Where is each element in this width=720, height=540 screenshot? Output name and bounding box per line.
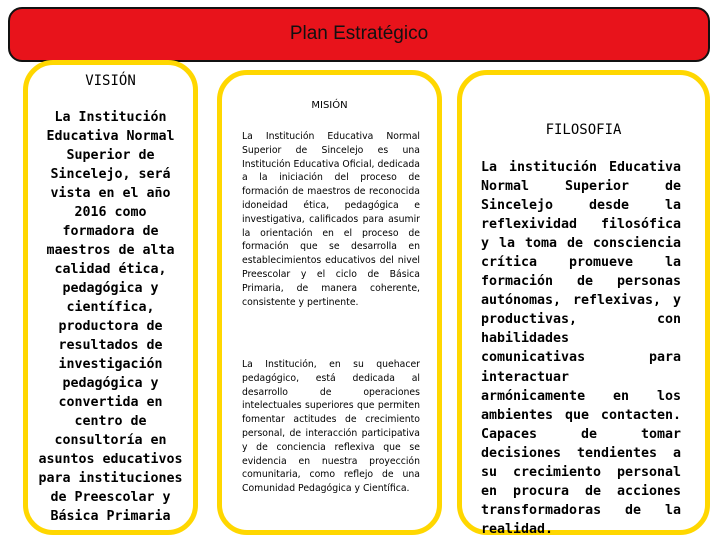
- filosofia-text: La institución Educativa Normal Superior de Sincelejo desde la reflexividad filosófica y la toma de consciencia crítica promueve la formación de personas autónomas, reflexivas, y productivas, con habilidades comunicativas para interactuar armónicamente en los ambientes que contacten. Capaces de tomar decisiones tendientes a su crecimiento personal en procura de acciones transformadoras de la realidad.: [481, 160, 681, 537]
- filosofia-panel: [457, 70, 710, 535]
- mision-paragraph-2: La Institución, en su quehacer pedagógico, está dedicada al desarrollo de operaciones intelectuales superiores que permiten fomentar actitudes de crecimiento personal, de interacción participativa y de conciencia reflexiva que se evidencia en nuestra proyección comunitaria, como reflejo de una Comunidad Pedagógica y Científica.: [242, 359, 420, 495]
- vision-panel: [23, 60, 198, 535]
- mision-title: MISIÓN: [311, 100, 348, 111]
- mision-paragraph-1: La Institución Educativa Normal Superior de Sincelejo es una Institución Educativa Oficial, dedicada a la iniciación del proceso de formación de maestros de reconocida idoneidad ética, pedagógica e investigativa, calificados para asumir la orientación en el proceso de formación que se desarrolla en establecimientos educativos del nivel Preescolar y el ciclo de Básica Primaria, de manera coherente, consistente y pertinente.: [242, 131, 420, 308]
- vision-title: VISIÓN: [85, 73, 136, 89]
- header-banner: [8, 7, 710, 62]
- page-title: Plan Estratégico: [289, 23, 429, 44]
- mision-panel: [217, 70, 442, 535]
- vision-text: La Institución Educativa Normal Superior de Sincelejo, será vista en el año 2016 como formadora de maestros de alta calidad ética, pedagógica y científica, productora de resultados de investigación pedagógica y convertida en centro de consultoría en asuntos educativos para instituciones de Preescolar y Básica Primaria: [38, 110, 183, 524]
- filosofia-title: FILOSOFIA: [545, 122, 622, 138]
